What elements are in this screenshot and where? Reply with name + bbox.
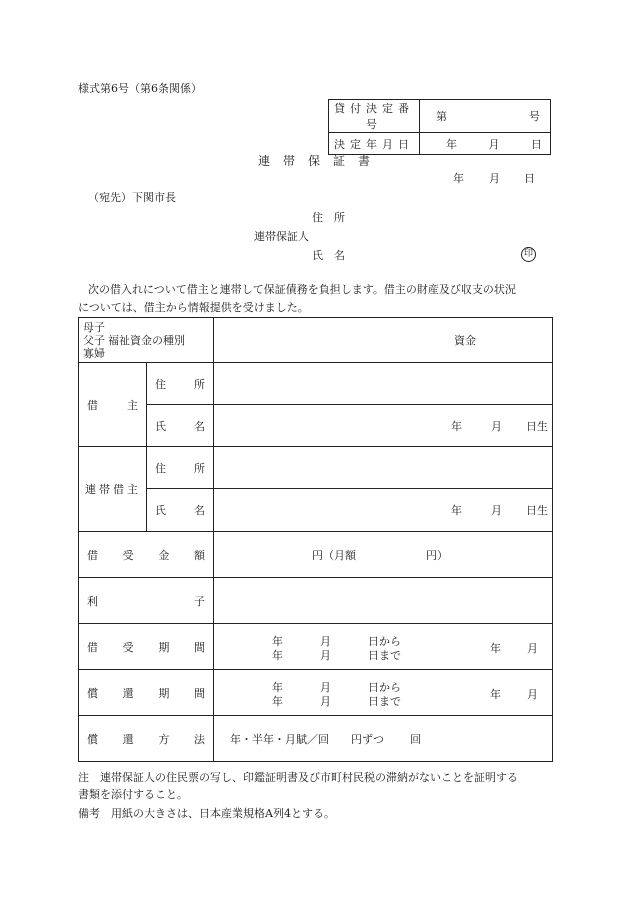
co-borrower-address-value[interactable] bbox=[214, 447, 553, 489]
statement-line-2: については、借主から情報提供を受けました。 bbox=[78, 301, 309, 314]
decision-date-month: 月 bbox=[488, 137, 500, 151]
loan-amount-value[interactable]: 円（月額 円） bbox=[214, 532, 553, 578]
decision-number-value[interactable] bbox=[420, 100, 551, 133]
repayment-method-value[interactable]: 年・半年・月賦／回 円ずつ 回 bbox=[214, 716, 553, 762]
loan-details-table bbox=[78, 317, 553, 762]
repayment-period-value[interactable]: 年 月 日から 年 月 日まで 年 月 bbox=[214, 670, 553, 716]
decision-date-day: 日 bbox=[531, 137, 542, 151]
document-title: 連帯保証書 bbox=[258, 154, 384, 168]
remark: 備考 用紙の大きさは、日本産業規格A列4とする。 bbox=[78, 807, 335, 820]
guarantor-role-label: 連帯保証人 bbox=[254, 230, 309, 243]
borrower-address-value[interactable] bbox=[214, 363, 553, 405]
borrower-address-label: 住 所 bbox=[147, 363, 214, 405]
document-date-year: 年 bbox=[453, 172, 464, 185]
document-date-day: 日 bbox=[524, 172, 535, 185]
borrower-label: 借 主 bbox=[79, 363, 147, 447]
repayment-period-label: 償 還 期 間 bbox=[79, 670, 214, 716]
fund-type-value[interactable]: 資金 bbox=[214, 318, 553, 363]
note-line-1: 注 連帯保証人の住民票の写し、印鑑証明書及び市町村民税の滞納がないことを証明する bbox=[78, 771, 518, 784]
borrower-name-value[interactable]: 年 月 日生 bbox=[214, 405, 553, 447]
co-borrower-name-label: 氏 名 bbox=[147, 489, 214, 532]
fund-type-categories: 母子 父子 寡婦 bbox=[83, 320, 105, 360]
seal-mark: 印 bbox=[521, 246, 536, 262]
loan-amount-label: 借 受 金 額 bbox=[79, 532, 214, 578]
form-number: 様式第6号（第6条関係） bbox=[78, 82, 202, 95]
interest-value[interactable] bbox=[214, 578, 553, 624]
decision-number-prefix: 第 bbox=[436, 110, 447, 123]
decision-date-value[interactable] bbox=[420, 133, 551, 155]
addressee: （宛先）下関市長 bbox=[88, 191, 176, 204]
co-borrower-label: 連帯借主 bbox=[79, 447, 147, 532]
decision-number-suffix: 号 bbox=[529, 110, 540, 123]
document-date-month: 月 bbox=[489, 172, 500, 185]
loan-period-label: 借 受 期 間 bbox=[79, 624, 214, 670]
guarantor-name-label: 氏 名 bbox=[312, 249, 345, 262]
co-borrower-address-label: 住 所 bbox=[147, 447, 214, 489]
decision-date-year: 年 bbox=[446, 137, 457, 151]
guarantor-address-label: 住 所 bbox=[312, 211, 345, 224]
decision-date-label: 決定年月日 bbox=[329, 133, 420, 155]
note-line-2: 書類を添付すること。 bbox=[78, 788, 188, 801]
loan-period-value[interactable]: 年 月 日から 年 月 日まで 年 月 bbox=[214, 624, 553, 670]
co-borrower-name-value[interactable]: 年 月 日生 bbox=[214, 489, 553, 532]
fund-type-label: 母子 父子 寡婦 福祉資金の種別 bbox=[79, 318, 214, 363]
decision-number-box bbox=[328, 99, 551, 155]
statement-line-1: 次の借入れについて借主と連帯して保証債務を負担します。借主の財産及び収支の状況 bbox=[88, 283, 516, 296]
interest-label: 利 子 bbox=[79, 578, 214, 624]
borrower-name-label: 氏 名 bbox=[147, 405, 214, 447]
repayment-method-label: 償 還 方 法 bbox=[79, 716, 214, 762]
decision-number-label: 貸付決定番号 bbox=[329, 100, 420, 133]
